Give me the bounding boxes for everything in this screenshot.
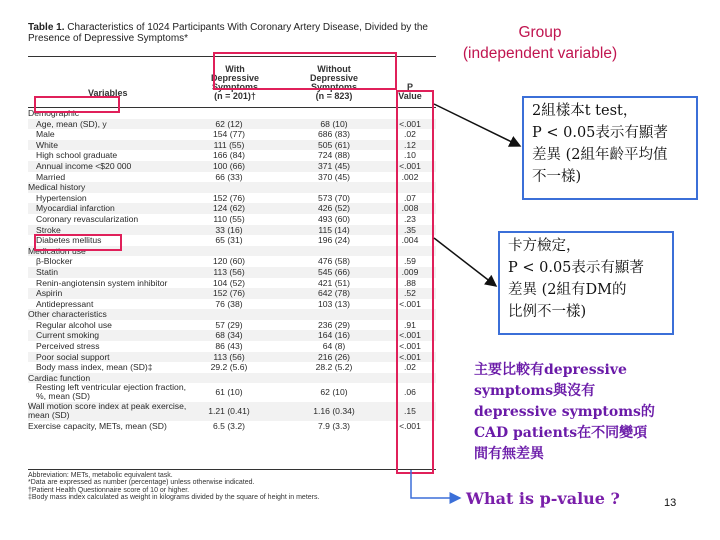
with-depressive-value: 111 (55) [213, 139, 245, 150]
p-value: <.001 [399, 341, 421, 352]
header-without-depressive: Without Depressive Symptoms (n = 823) [309, 64, 359, 101]
row-label: Medication use [28, 245, 86, 256]
p-value: .07 [404, 192, 416, 203]
header-with-depressive: With Depressive Symptoms (n = 201)† [210, 64, 260, 101]
footnote: *Data are expressed as number (percentage) unless otherwise indicated. [28, 479, 255, 487]
p-value: .02 [404, 129, 416, 140]
footnote: Abbreviation: METs, metabolic equivalent task. [28, 472, 173, 479]
with-depressive-value: 104 (52) [212, 277, 245, 288]
without-depressive-value: 103 (13) [317, 298, 350, 309]
with-depressive-value: 33 (16) [215, 224, 243, 235]
p-value: .88 [404, 277, 416, 288]
with-depressive-value: 124 (62) [212, 203, 245, 214]
row-label: High school graduate [36, 150, 118, 161]
table-caption-label: Table 1. [28, 22, 65, 33]
p-value: .12 [404, 139, 416, 150]
group-title: Group [518, 24, 562, 41]
footnote: ‡Body mass index calculated as weight in kilograms divided by the square of height in meters. [28, 494, 320, 502]
with-depressive-value: 68 (34) [215, 330, 243, 341]
p-value: <.001 [399, 118, 421, 129]
row-label: White [36, 139, 58, 150]
with-depressive-value: 6.5 (3.2) [212, 421, 245, 432]
group-subtitle: (independent variable) [462, 45, 618, 62]
without-depressive-value: 370 (45) [317, 171, 350, 182]
row-label: β-Blocker [36, 256, 73, 267]
p-value: .52 [404, 288, 416, 299]
row-label: Hypertension [36, 192, 87, 203]
with-depressive-value: 1.21 (0.41) [208, 406, 250, 417]
without-depressive-value: 476 (58) [317, 256, 350, 267]
p-value: .35 [404, 224, 416, 235]
p-value: .15 [404, 406, 416, 417]
without-depressive-value: 28.2 (5.2) [315, 362, 353, 373]
without-depressive-value: 421 (51) [317, 277, 350, 288]
p-value: .06 [404, 387, 416, 398]
with-depressive-value: 65 (31) [215, 235, 243, 246]
table-caption-text: Characteristics of 1024 Participants With Coronary Artery Disease, Divided by the Presence of Depressive Symptoms* [28, 22, 428, 44]
with-depressive-value: 29.2 (5.6) [210, 362, 248, 373]
with-depressive-value: 166 (84) [212, 150, 245, 161]
with-depressive-value: 62 (12) [215, 118, 243, 129]
arrow-to-ttest [434, 104, 520, 146]
arrow-to-chisquare [434, 238, 496, 286]
row-label: Exercise capacity, METs, mean (SD) [28, 421, 167, 432]
p-value: .02 [404, 362, 416, 373]
with-depressive-value: 110 (55) [213, 213, 245, 224]
without-depressive-value: 724 (88) [317, 150, 350, 161]
p-value: <.001 [399, 330, 421, 341]
row-label: Medical history [28, 182, 86, 193]
without-depressive-value: 64 (8) [322, 341, 346, 352]
row-label: Other characteristics [28, 309, 107, 320]
p-value: <.001 [399, 160, 421, 171]
arrow-to-pvalue [411, 470, 460, 498]
header-p-value: P Value [398, 82, 422, 101]
p-value: .23 [404, 213, 416, 224]
without-depressive-value: 68 (10) [320, 118, 348, 129]
without-depressive-value: 216 (26) [317, 351, 350, 362]
with-depressive-value: 154 (77) [212, 129, 245, 140]
row-label: Coronary revascularization [36, 213, 139, 224]
with-depressive-value: 76 (38) [215, 298, 243, 309]
without-depressive-value: 642 (78) [317, 288, 350, 299]
with-depressive-value: 113 (56) [213, 351, 245, 362]
p-value: .59 [404, 256, 416, 267]
ttest-note-box: 2組樣本t test， P < 0.05表示有顯著 差異 (2組年齡平均值 不一樣) [522, 96, 698, 200]
row-label: Statin [36, 266, 58, 277]
page-number: 13 [664, 497, 677, 509]
chisquare-note-box: 卡方檢定， P < 0.05表示有顯著 差異 (2組有DM的 比例不一樣) [498, 231, 674, 335]
without-depressive-value: 505 (61) [317, 139, 350, 150]
without-depressive-value: 573 (70) [317, 192, 350, 203]
row-label: Regular alcohol use [36, 319, 112, 330]
with-depressive-value: 66 (33) [215, 171, 243, 182]
with-depressive-value: 57 (29) [215, 319, 243, 330]
row-label: Body mass index, mean (SD)‡ [36, 362, 153, 373]
p-value: <.001 [399, 351, 421, 362]
row-label: Renin-angiotensin system inhibitor [36, 277, 168, 288]
row-label: Stroke [36, 224, 61, 235]
without-depressive-value: 545 (66) [317, 266, 350, 277]
row-label: Myocardial infarction [36, 203, 115, 214]
row-label: Age, mean (SD), y [36, 118, 107, 129]
without-depressive-value: 164 (16) [317, 330, 350, 341]
pvalue-question: What is p-value ? [466, 489, 620, 508]
p-value: .008 [401, 203, 419, 214]
row-label: Annual income <$20 000 [36, 160, 132, 171]
with-depressive-value: 113 (56) [213, 266, 245, 277]
row-label: Diabetes mellitus [36, 235, 102, 246]
without-depressive-value: 7.9 (3.3) [317, 421, 350, 432]
row-label: Cardiac function [28, 372, 91, 383]
row-label: Current smoking [36, 330, 100, 341]
without-depressive-value: 1.16 (0.34) [313, 406, 355, 417]
without-depressive-value: 493 (60) [317, 213, 350, 224]
p-value: <.001 [399, 298, 421, 309]
p-value: .002 [401, 171, 419, 182]
without-depressive-value: 686 (83) [317, 129, 350, 140]
with-depressive-value: 100 (66) [212, 160, 245, 171]
summary-note: 主要比較有depressive symptoms與沒有 depressive symptoms的 CAD patients在不同變項 間有無差異 [474, 362, 655, 462]
footnote: †Patient Health Questionnaire score of 10 or higher. [28, 486, 190, 494]
row-label: Male [36, 129, 55, 140]
without-depressive-value: 115 (14) [318, 224, 350, 235]
row-label: Married [36, 171, 66, 182]
p-value: .004 [401, 235, 419, 246]
p-value: .10 [404, 150, 416, 161]
with-depressive-value: 86 (43) [215, 341, 243, 352]
row-label: Perceived stress [36, 341, 100, 352]
p-value: <.001 [399, 421, 421, 432]
with-depressive-value: 152 (76) [212, 192, 245, 203]
row-label: Aspirin [36, 288, 63, 299]
without-depressive-value: 371 (45) [317, 160, 350, 171]
p-value: .91 [404, 319, 416, 330]
row-label: Poor social support [36, 351, 110, 362]
without-depressive-value: 196 (24) [317, 235, 350, 246]
row-label: Wall motion score index at peak exercise, mean (SD) [28, 401, 187, 421]
with-depressive-value: 120 (60) [212, 256, 245, 267]
row-label: Antidepressant [36, 298, 94, 309]
without-depressive-value: 236 (29) [317, 319, 350, 330]
row-label: Resting left ventricular ejection fraction, %, mean (SD) [36, 382, 186, 402]
with-depressive-value: 152 (76) [212, 288, 245, 299]
without-depressive-value: 426 (52) [317, 203, 350, 214]
without-depressive-value: 62 (10) [320, 387, 348, 398]
header-variables: Variables [88, 88, 128, 98]
p-value: .009 [401, 266, 419, 277]
row-label: Demographic [28, 108, 80, 118]
with-depressive-value: 61 (10) [215, 387, 243, 398]
